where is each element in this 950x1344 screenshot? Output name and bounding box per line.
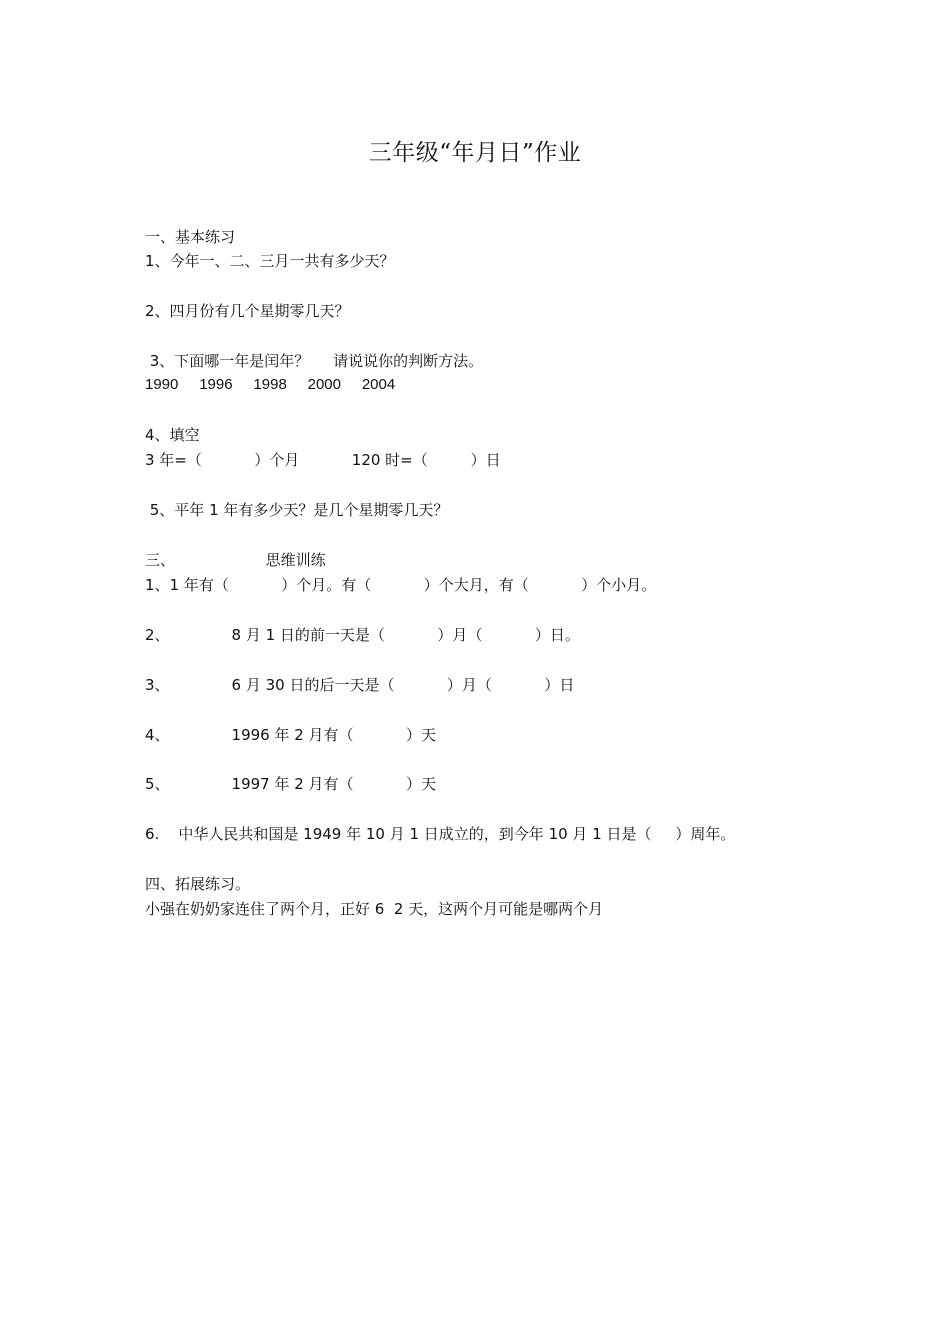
question-3-2: 2、 8 月 1 日的前一天是（ ）月（ ）日。 [145, 626, 580, 644]
question-1-2: 2、四月份有几个星期零几天？ [145, 302, 350, 320]
section-heading-extension-practice: 四、拓展练习。 [145, 875, 251, 893]
question-1-1: 1、今年一、二、三月一共有多少天？ [145, 252, 395, 270]
question-3-3: 3、 6 月 30 日的后一天是（ ）月（ ）日 [145, 676, 575, 694]
question-3-5: 5、 1997 年 2 月有（ ）天 [145, 775, 436, 793]
question-1-4-body: 3 年=（ ）个月 120 时=（ ）日 [145, 451, 501, 469]
question-4-1: 小强在奶奶家连住了两个月，正好 6 2 天，这两个月可能是哪两个月 [145, 900, 604, 918]
question-1-5: 5、平年 1 年有多少天？是几个星期零几天？ [145, 501, 449, 519]
question-1-3-years: 1990 1996 1998 2000 2004 [145, 376, 396, 393]
question-1-4-heading: 4、填空 [145, 426, 200, 444]
section-heading-basic-practice: 一、基本练习 [145, 228, 236, 246]
section-heading-thinking-training: 三、 思维训练 [145, 551, 326, 569]
question-3-6: 6. 中华人民共和国是 1949 年 10 月 1 日成立的，到今年 10 月 1 日是（ ）周年。 [145, 825, 736, 843]
page-title: 三年级“年月日”作业 [368, 140, 582, 166]
question-3-1: 1、1 年有（ ）个月。有（ ）个大月，有（ ）个小月。 [145, 576, 657, 594]
question-1-3: 3、下面哪一年是闰年？ 请说说你的判断方法。 [145, 352, 484, 370]
question-3-4: 4、 1996 年 2 月有（ ）天 [145, 726, 436, 744]
